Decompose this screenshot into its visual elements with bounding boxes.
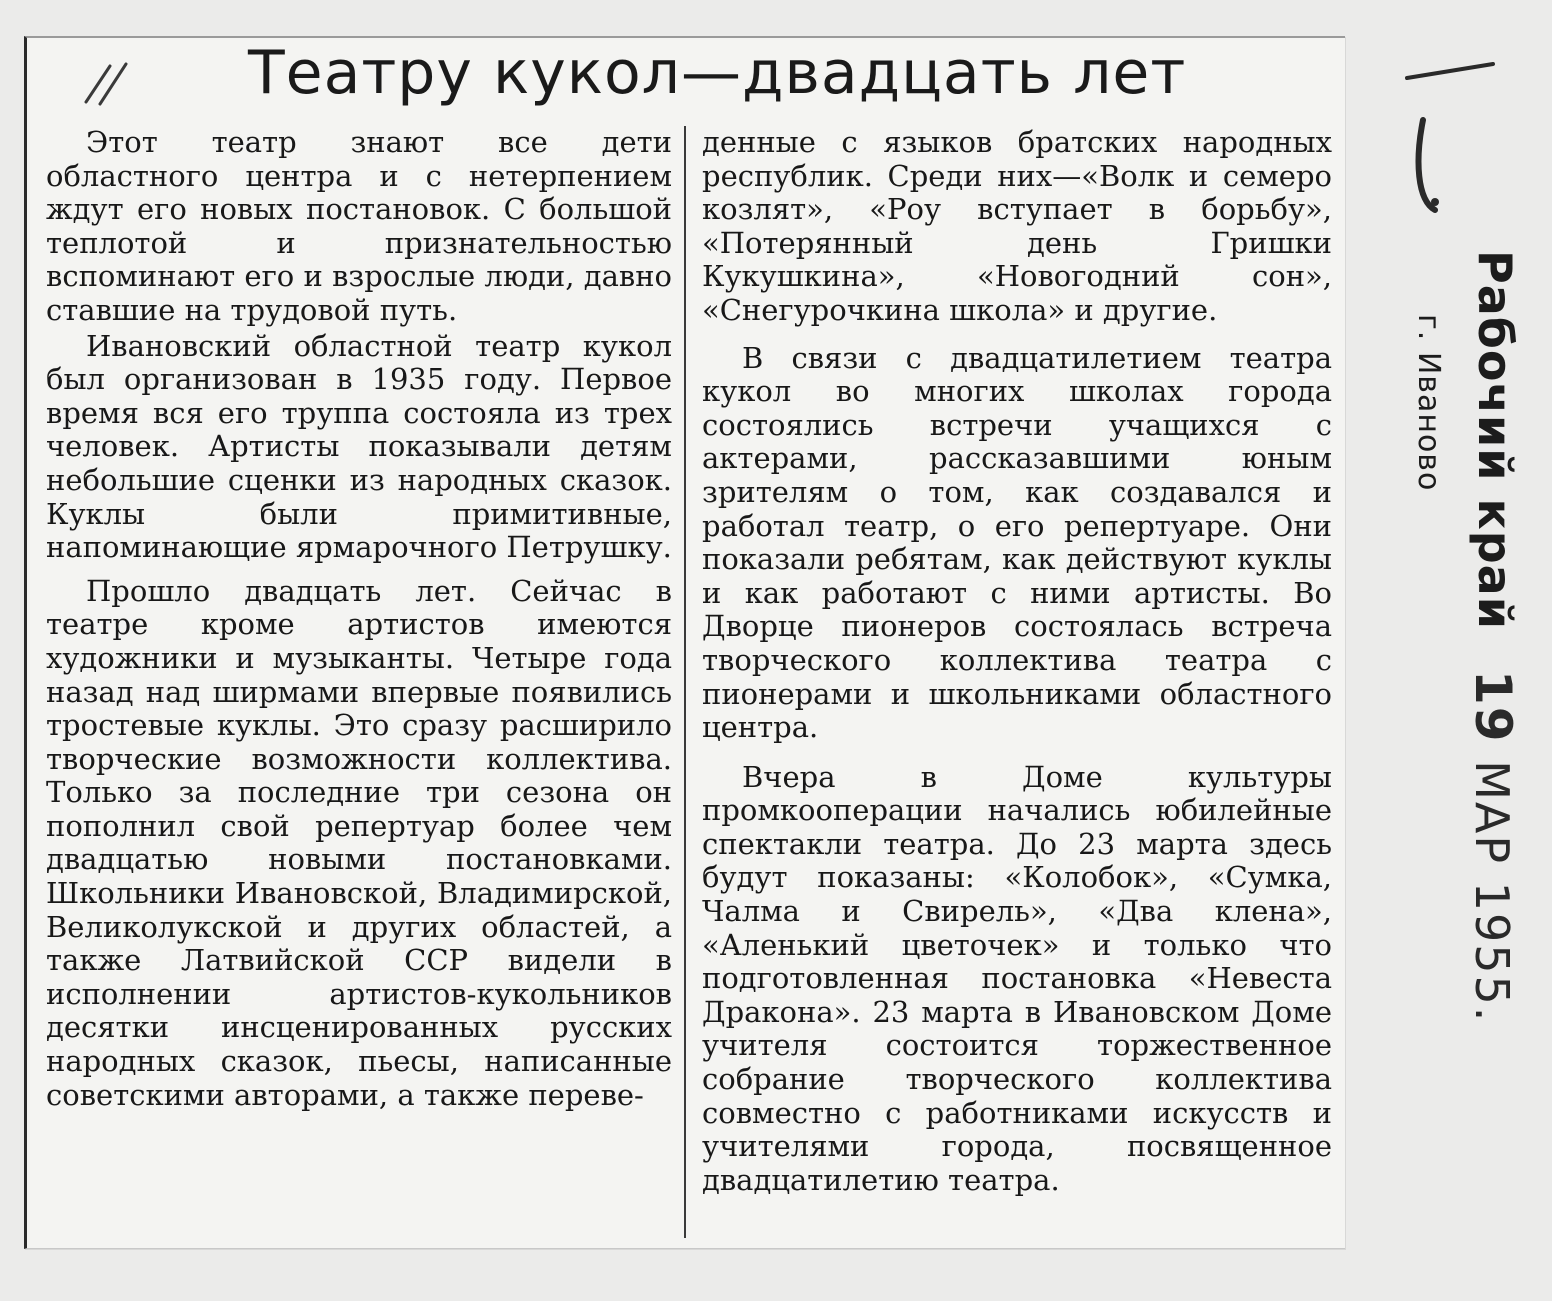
article-headline: Театру кукол—двадцать лет: [248, 38, 1187, 108]
article-column-left: [46, 126, 672, 1112]
article-column-right: [702, 126, 1332, 1197]
pencil-tick-mark: [80, 52, 140, 112]
paragraph: Вчера в Доме культуры промкооперации начались юбилейные спектакли театра. До 23 марта здесь будут показаны: «Колобок», «Сумка, Чалма и Свирель», «Два клена», «Аленький цветочек» и только что подготовленная постановка «Невеста Дракона». 23 марта в Ивановском Доме учителя состоится торжественное собрание творческого коллектива совместно с работниками искусств и учителями города, посвященное двадцатилетию театра.: [702, 759, 1332, 1197]
pencil-margin-mark: [1395, 60, 1505, 220]
paragraph: Этот театр знают все дети областного центра и с нетерпением ждут его новых постановок. С большой теплотой и признательностью вспоминают его и взрослые люди, давно ставшие на трудовой путь.: [46, 125, 672, 327]
stamp-newspaper-name: Рабочий край: [1468, 250, 1522, 630]
column-divider: [684, 126, 686, 1238]
paragraph: Прошло двадцать лет. Сейчас в театре кроме артистов имеются художники и музыканты. Четыре года назад над ширмами впервые появились тростевые куклы. Это сразу расширило творческие возможности коллектива. Только за последние три сезона он пополнил свой репертуар более чем двадцатью новыми постановками. Школьники Ивановской, Владимирской, Великолукской и других областей, а также Латвийской ССР видели в исполнении артистов-кукольников десятки инсценированных русских народных сказок, пьесы, написанные советскими авторами, а также переве-: [46, 573, 672, 1112]
stamp-date: [1464, 670, 1522, 1023]
paragraph: Ивановский областной театр кукол был организован в 1935 году. Первое время вся его труппа состояла из трех человек. Артисты показывали детям небольшие сценки из народных сказок. Куклы были примитивные, напоминающие ярмарочного Петрушку.: [46, 328, 672, 565]
paragraph: В связи с двадцатилетием театра кукол во многих школах города состоялись встречи учащихся с актерами, рассказавшими юным зрителям о том, как создавался и работал театр, о его репертуаре. Они показали ребятам, как действуют куклы и как работают с ними артисты. Во Дворце пионеров состоялась встреча творческого коллектива театра с пионерами и школьниками областного центра.: [702, 340, 1332, 745]
stamp-city: г. Иваново: [1411, 314, 1446, 492]
stamp-month-year: МАР 1955.: [1465, 760, 1519, 1024]
paragraph: денные с языков братских народных республик. Среди них—«Волк и семеро козлят», «Роу вступает в борьбу», «Потерянный день Гришки Кукушкина», «Новогодний сон», «Снегурочкина школа» и другие.: [702, 125, 1332, 327]
stamp-day: 19: [1464, 670, 1522, 744]
